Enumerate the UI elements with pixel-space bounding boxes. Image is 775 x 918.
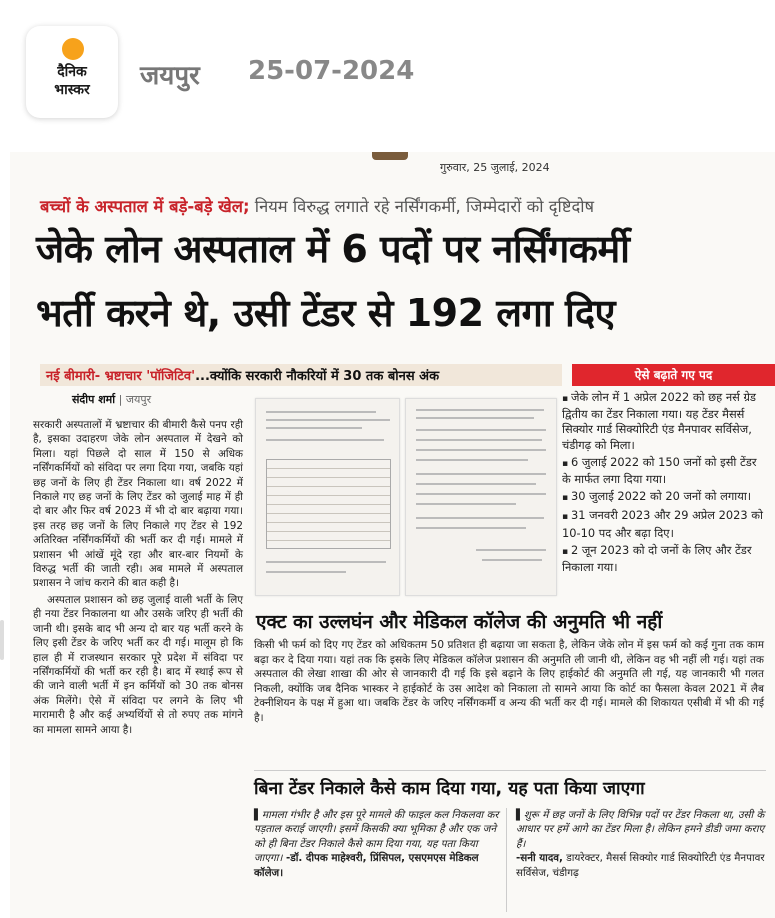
quote-mark: ▌ (254, 809, 262, 821)
subhead-text (46, 366, 439, 384)
doc-line (416, 503, 516, 505)
doc-line (416, 417, 534, 419)
quote-signature: -डॉ. दीपक माहेश्वरी, (282, 852, 367, 865)
doc-line (416, 473, 546, 475)
sun-icon (62, 38, 84, 60)
headline-line-1: जेके लोन अस्पताल में 6 पदों पर नर्सिंगकर्मी (36, 227, 630, 271)
doc-line (416, 429, 546, 431)
doc-line (266, 571, 346, 573)
column-paragraph: अस्पताल प्रशासन को छह जुलाई वाली भर्ती के लिए ही नया टेंडर निकालना था और उसके जरिए ही भर्ती की जानी थी। इसके बाद भी अन्य दो बार यह भर्ती करने के लिए इसी टेंडर के जरिए भर्ती कर दी गई। मालूम हो कि हाल ही में राजस्थान सरकार पूरे प्रदेश में संविदा पर नर्सिंगकर्मियों की भर्ती कर रही है। बाद में स्थाई रूप से की जाने वाली भर्ती में इन कर्मियों को 30 तक बोनस अंक मिलेंगे। ऐसे में संविदा पर लगने के लिए भी मारामारी है और कई अभ्यर्थियों से तो रुपए तक मांगने का मामला सामने आया है। (33, 593, 243, 736)
logo-line-1: दैनिक (57, 64, 87, 80)
list-item: ▪ जेके लोन में 1 अप्रेल 2022 को छह नर्स ग्रेड द्वितीय का टेंडर निकाला गया। यह टेंडर मैसर्स सिक्योर गार्ड सिक्योरिटी एंड मैनपावर सर्विसेज, चंडीगढ़ को मिला। (562, 390, 768, 453)
doc-line (416, 439, 542, 441)
list-item: ▪ 2 जून 2023 को दो जनों के लिए और टेंडर निकाला गया। (562, 543, 768, 575)
quote-director (516, 808, 768, 880)
document-photo-2 (405, 398, 557, 596)
quote-text: मामला गंभीर है और इस पूरे मामले की फाइल कल निकलवा कर पड़ताल कराई जाएगी। इसमें किसकी क्या भूमिका है और एक जने को ही बिना टेंडर निकाले कैसे काम दिया गया, यह पता किया जाएगा। (254, 809, 499, 865)
byline-city: | जयपुर (118, 393, 152, 406)
edition-city: जयपुर (140, 61, 200, 91)
doc-line (266, 561, 386, 563)
timeline-list (562, 390, 768, 577)
edition-date: 25-07-2024 (248, 56, 415, 86)
quote-signature: -सनी यादव, (516, 852, 563, 865)
doc-line (416, 409, 544, 411)
section-3-heading: बिना टेंडर निकाले कैसे काम दिया गया, यह पता किया जाएगा (254, 779, 645, 799)
list-item: ▪ 6 जुलाई 2022 को 150 जनों को इसी टेंडर के मार्फत लगा दिया गया। (562, 455, 768, 487)
list-item: ▪ 31 जनवरी 2023 और 29 अप्रेल 2023 को 10-10 पद और बढ़ा दिए। (562, 508, 768, 540)
headline-line-2: भर्ती करने थे, उसी टेंडर से 192 लगा दिए (36, 291, 616, 335)
doc-line (416, 517, 544, 519)
page-date-line: गुरुवार, 25 जुलाई, 2024 (440, 161, 550, 174)
document-photo-1 (255, 398, 400, 596)
side-box-heading: ऐसे बढ़ाते गए पद (572, 364, 775, 386)
doc-line (266, 427, 362, 429)
section-2-body: किसी भी फर्म को दिए गए टेंडर को अधिकतम 50 प्रतिशत ही बढ़ाया जा सकता है, लेकिन जेके लोन में इस फर्म को कई गुना तक काम बढ़ा कर दे दिया गया। यहां तक कि इसके लिए मेडिकल कॉलेज प्रशासन की अनुमति ली जानी थी, लेकिन वह भी नहीं ली गई। यहां तक अस्पताल की लेखा शाखा की ओर से जानकारी दी गई कि इसे बढ़ाने के लिए हाईकोर्ट की अनुमति ली गई, यह जानकारी भी गलत निकली, क्योंकि जब दैनिक भास्कर ने हाईकोर्ट के उस आदेश को निकाला तो सामने आया कि कोर्ट का फैसला केवल 2021 में लैब टेक्नीशियन के पक्ष में हुआ था। जबकि टेंडर के जरिए नर्सिंगकर्मी व अन्य की भर्ती कर दी गई। मामले की शिकायत एसीबी में भी की गई है। (254, 639, 764, 724)
article-column-1 (33, 418, 243, 739)
page-marker (372, 152, 408, 160)
doc-line (416, 459, 528, 461)
quote-role: प्रिंसिपल, एसएमएस मेडिकल कॉलेज। (254, 852, 479, 879)
subhead-band (40, 364, 562, 386)
scroll-indicator (0, 620, 4, 660)
dainik-bhaskar-logo[interactable] (26, 26, 118, 118)
byline (72, 392, 151, 407)
kicker-red: बच्चों के अस्पताल में बड़े-बड़े खेल; (40, 197, 250, 216)
quote-mark: ▌ (516, 809, 524, 821)
doc-line (416, 527, 526, 529)
doc-line (416, 493, 546, 495)
quote-text: शुरू में छह जनों के लिए विभिन्न पदों पर टेंडर निकला था, उसी के आधार पर हमें आगे का टेंडर मिला है। लेकिन हमने डीडी जमा कराए हैं। (516, 809, 765, 850)
app-header (0, 0, 775, 148)
doc-line (482, 559, 542, 561)
column-paragraph: सरकारी अस्पतालों में भ्रष्टाचार की बीमारी कैसे पनप रही है, इसका उदाहरण जेके लोन अस्पताल में देखने को मिला। यहां पिछले दो साल में 150 से अधिक नर्सिंगकर्मियों को संविदा पर लगा दिया गया, जबकि यहां छह जनों के लिए ही टेंडर निकाला था। वर्ष 2022 में निकाले गए छह जनों के लिए टेंडर को जुलाई माह में ही दो बार और फिर वर्ष 2023 में भी दो बार बढ़ाया गया। इस तरह छह जनों के लिए निकाले गए टेंडर से 192 अतिरिक्त नर्सिंगकर्मियों की भर्ती कर दी गई। मामले में प्रशासन भी आंखें मूंदे रहा और बार-बार नियमों के विरुद्ध भर्ती की जाती रही। अब मामले में अस्पताल प्रशासन ने जांच कराने की बात कही है। (33, 419, 243, 590)
section-2-heading: एक्ट का उल्लघंन और मेडिकल कॉलेज की अनुमति भी नहीं (256, 611, 663, 633)
doc-line (266, 439, 384, 441)
doc-line (266, 411, 376, 413)
subhead-black: ...क्योंकि सरकारी नौकरियों में 30 तक बोनस अंक (195, 369, 440, 384)
doc-line (416, 483, 536, 485)
doc-line (416, 449, 546, 451)
doc-table (266, 459, 391, 549)
doc-line (476, 549, 546, 551)
list-item: ▪ 30 जुलाई 2022 को 20 जनों को लगाया। (562, 489, 768, 506)
doc-line (266, 419, 390, 421)
divider (254, 770, 766, 771)
divider (506, 808, 507, 912)
logo-line-2: भास्कर (54, 82, 90, 98)
kicker-line (40, 194, 775, 217)
quote-principal (254, 808, 500, 880)
kicker-grey: नियम विरुद्ध लगाते रहे नर्सिंगकर्मी, जिम्मेदारों को दृष्टिदोष (249, 197, 595, 216)
quote-role: डायरेक्टर, मैसर्स सिक्योर गार्ड सिक्योरिटी एंड मैनपावर सर्विसेज, चंडीगढ़ (516, 852, 765, 879)
byline-name: संदीप शर्मा (72, 393, 116, 406)
subhead-red: नई बीमारी- भ्रष्टाचार 'पॉजिटिव' (46, 369, 196, 384)
